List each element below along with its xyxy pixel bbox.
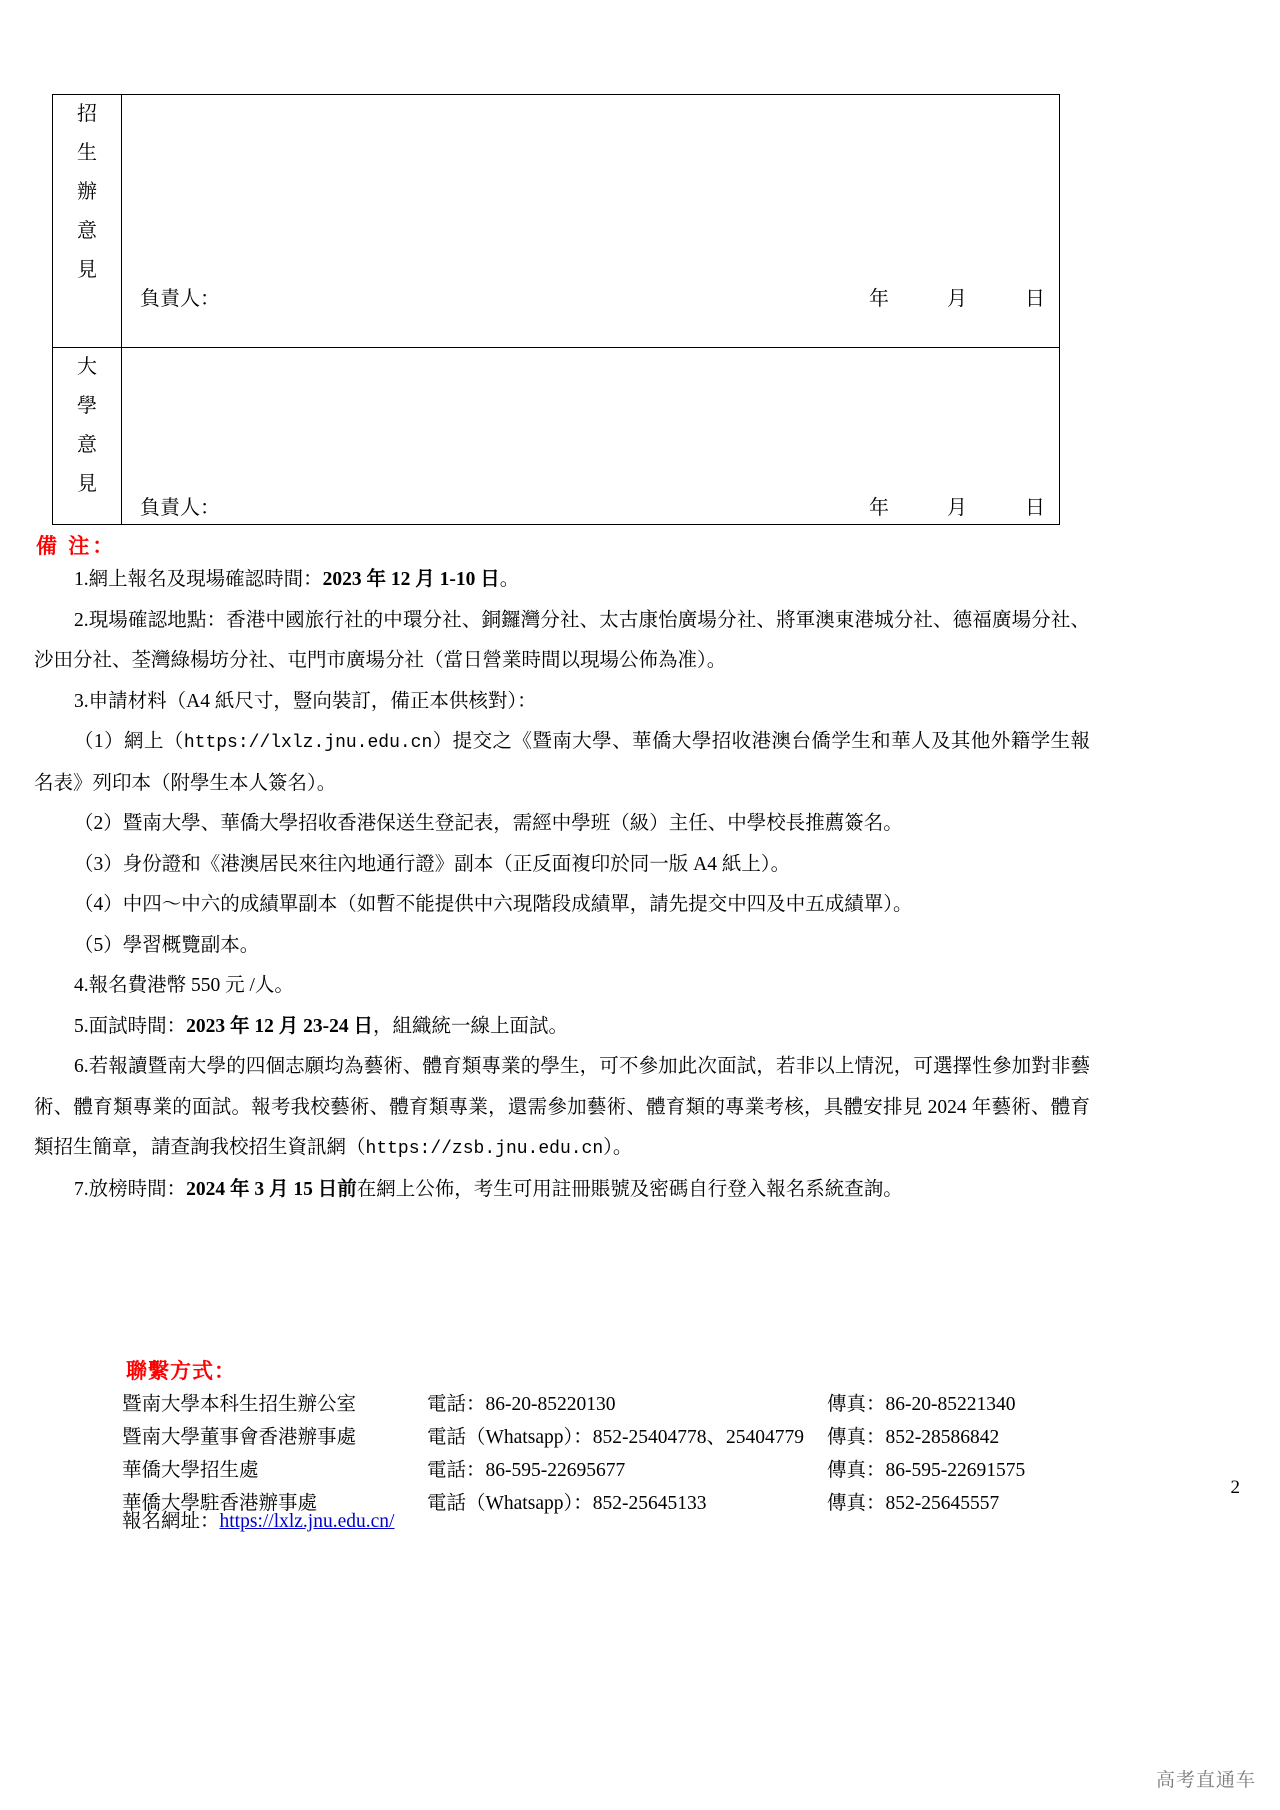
contact-fax: 傳真：86-595-22691575 (827, 1460, 1026, 1481)
date-year-label: 年 (869, 497, 889, 519)
note-5-text: 5.面試時間： (74, 1015, 187, 1037)
responsible-person-label: 負責人： (140, 497, 220, 519)
note-item-6 (34, 1047, 1090, 1170)
note-subitem-5: （5）學習概覽副本。 (74, 934, 260, 956)
opinion-area-university[interactable] (122, 348, 1060, 525)
label-char: 見 (77, 473, 97, 495)
label-char: 見 (77, 259, 97, 281)
table-row-admissions-office (53, 95, 1060, 348)
label-char: 意 (77, 220, 97, 242)
contact-fax: 傳真：852-25645557 (827, 1493, 1000, 1514)
registration-url-link[interactable]: https://lxlz.jnu.edu.cn/ (219, 1511, 395, 1532)
note-subitem-2: （2）暨南大學、華僑大學招收香港保送生登記表，需經中學班（級）主任、中學校長推薦簽名。 (74, 813, 903, 834)
admissions-info-url: https://zsb.jnu.edu.cn (365, 1139, 604, 1159)
contact-tel: 電話（Whatsapp）：852-25645133 (427, 1493, 707, 1514)
opinion-signature-table (52, 94, 1060, 525)
opinion-area-admissions-office[interactable] (122, 95, 1060, 348)
date-fields-admissions (869, 282, 1045, 311)
responsible-person-label: 負責人： (140, 288, 220, 310)
note-6-post: ）。 (603, 1137, 633, 1158)
table-row-university (53, 348, 1060, 525)
note-7-text: 7.放榜時間： (74, 1178, 187, 1200)
note-item-2: 2.現場確認地點：香港中國旅行社的中環分社、銅鑼灣分社、太古康怡廣場分社、將軍澳東港城分社、德福廣場分社、沙田分社、荃灣綠楊坊分社、屯門市廣場分社（當日營業時間以現場公佈為准）。 (34, 609, 1090, 671)
note-subitem-3: （3）身份證和《港澳居民來往內地通行證》副本（正反面複印於同一版 A4 紙上）。 (74, 853, 791, 875)
contact-tel: 電話：86-595-22695677 (427, 1460, 626, 1481)
date-day-label: 日 (1025, 497, 1045, 519)
subitem-1-prefix: （1）網上（ (74, 731, 184, 752)
note-item-7 (34, 1170, 1090, 1211)
note-6-pre: 6.若報讀暨南大學的四個志願均為藝術、體育類專業的學生，可不參加此次面試，若非以上情況，可選擇性參加對非藝術、體育類專業的面試。報考我校藝術、體育類專業，還需參加藝術、體育類的專業考核，具體安排見 2024 年藝術、體育類招生簡章，請查詢我校招生資訊網（ (34, 1056, 1090, 1158)
contact-row-jnu-hk-office (122, 1421, 1087, 1454)
label-char: 招 (77, 103, 97, 125)
registration-url-row (122, 1505, 394, 1533)
date-fields-university (869, 491, 1045, 520)
row-label-university (53, 348, 122, 525)
date-month-label: 月 (947, 288, 967, 310)
note-5-date: 2023 年 12 月 23-24 日 (186, 1015, 374, 1037)
note-1-tail: 。 (499, 569, 520, 590)
contact-org: 華僑大學招生處 (122, 1460, 259, 1481)
note-1-text: 1.網上報名及現場確認時間： (74, 569, 323, 590)
application-url: https://lxlz.jnu.edu.cn (183, 733, 433, 753)
contact-org: 暨南大學本科生招生辦公室 (122, 1394, 357, 1415)
date-month-label: 月 (947, 497, 967, 519)
contact-tel: 電話（Whatsapp）：852-25404778、25404779 (427, 1427, 804, 1448)
contact-org: 暨南大學董事會香港辦事處 (122, 1427, 357, 1448)
contact-tel: 電話：86-20-85220130 (427, 1394, 616, 1415)
note-subitem-4: （4）中四～中六的成績單副本（如暫不能提供中六現階段成績單，請先提交中四及中五成績單）。 (74, 894, 913, 915)
date-year-label: 年 (869, 288, 889, 310)
registration-url-label: 報名網址： (122, 1511, 220, 1532)
label-char: 大 (77, 356, 97, 378)
note-item-4: 4.報名費港幣 550 元 /人。 (74, 975, 294, 996)
contact-row-hqu-admissions (122, 1454, 1087, 1487)
note-5-tail: ，組織統一線上面試。 (373, 1015, 569, 1037)
label-char: 生 (77, 142, 97, 164)
contact-row-jnu-undergrad (122, 1388, 1087, 1421)
watermark-logo: 高考直通车 (1155, 1770, 1256, 1791)
row-label-admissions-office (53, 95, 122, 348)
notes-list (34, 560, 1090, 1210)
contact-table (122, 1388, 1087, 1520)
label-char: 學 (77, 395, 97, 417)
label-char: 意 (77, 434, 97, 456)
contact-fax: 傳真：86-20-85221340 (827, 1394, 1016, 1415)
note-item-5 (34, 1007, 1090, 1048)
note-1-date: 2023 年 12 月 1-10 日 (322, 569, 500, 590)
note-subitem-1 (34, 722, 1090, 804)
date-day-label: 日 (1025, 288, 1045, 310)
note-item-1 (34, 560, 1090, 601)
note-item-3: 3.申請材料（A4 紙尺寸，豎向裝訂，備正本供核對）： (74, 690, 537, 712)
contact-heading: 聯繫方式： (126, 1359, 236, 1383)
signature-line-university (140, 491, 1045, 520)
vertical-label-admissions (53, 95, 121, 290)
note-7-tail: 在網上公佈，考生可用註冊賬號及密碼自行登入報名系統查詢。 (356, 1178, 903, 1200)
label-char: 辦 (77, 181, 97, 203)
signature-line-admissions (140, 282, 1045, 311)
contact-org: 華僑大學駐香港辦事處 (122, 1493, 318, 1514)
notes-heading: 備 注： (36, 534, 117, 558)
subitem-1-suffix: ）提交之《暨南大學、華僑大學招收港澳台僑学生和華人及其他外籍学生報名表》列印本（附學生本人簽名）。 (34, 731, 1090, 794)
contact-fax: 傳真：852-28586842 (827, 1427, 1000, 1448)
note-7-date: 2024 年 3 月 15 日前 (186, 1178, 357, 1200)
page-number: 2 (1230, 1477, 1240, 1498)
vertical-label-university (53, 348, 121, 504)
